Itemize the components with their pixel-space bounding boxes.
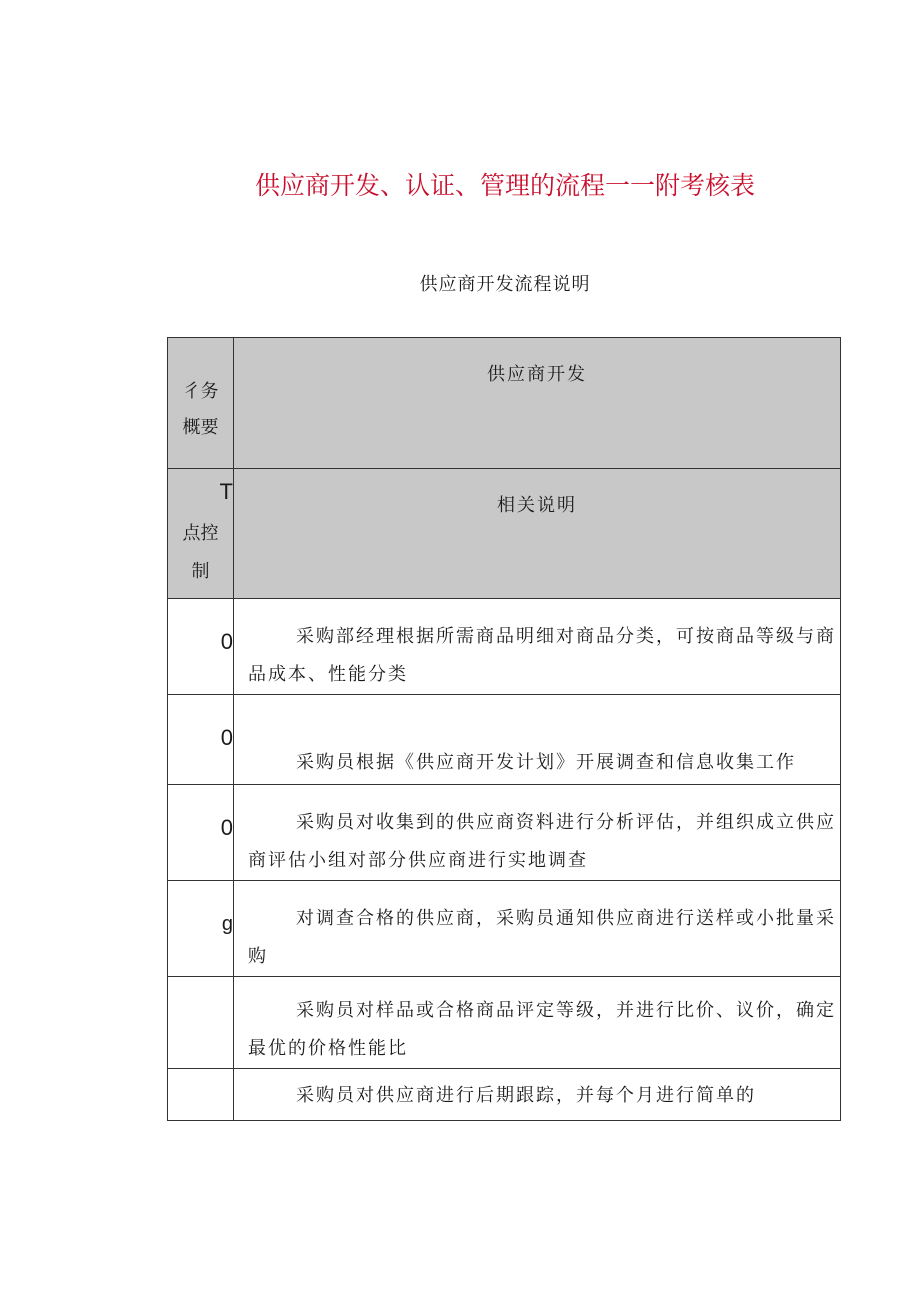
row-text: 采购部经理根据所需商品明细对商品分类，可按商品等级与商品成本、性能分类 <box>248 626 836 685</box>
table-row <box>168 695 841 785</box>
table-row <box>168 881 841 977</box>
row-text: 对调查合格的供应商，采购员通知供应商进行送样或小批量采购 <box>248 908 836 967</box>
description-heading: 相关说明 <box>497 495 577 516</box>
table-row <box>168 1069 841 1121</box>
row-text-cell <box>234 881 841 977</box>
row-text: 采购员根据《供应商开发计划》开展调查和信息收集工作 <box>296 752 796 773</box>
control-label: 制 <box>191 561 210 582</box>
row-mark-cell <box>168 977 234 1069</box>
table-row <box>168 977 841 1069</box>
table-row <box>168 599 841 695</box>
header-row-control <box>168 469 841 599</box>
header-cell-description <box>234 469 841 599</box>
task-label: 彳务 <box>182 381 219 402</box>
row-text: 采购员对样品或合格商品评定等级，并进行比价、议价，确定最优的价格性能比 <box>248 1000 836 1059</box>
header-row-overview <box>168 338 841 469</box>
row-text-cell <box>234 977 841 1069</box>
row-mark: 0 <box>220 815 233 840</box>
row-text-cell <box>234 785 841 881</box>
row-mark-cell <box>168 1069 234 1121</box>
row-text-cell <box>234 1069 841 1121</box>
process-table <box>167 337 841 1121</box>
control-mark: T <box>219 479 233 504</box>
row-mark-cell <box>168 785 234 881</box>
row-mark-cell <box>168 599 234 695</box>
header-cell-task-overview <box>168 338 234 469</box>
row-text-cell <box>234 695 841 785</box>
table-row <box>168 785 841 881</box>
overview-label: 概要 <box>182 417 219 438</box>
row-text-cell <box>234 599 841 695</box>
row-mark-cell <box>168 695 234 785</box>
row-mark-cell <box>168 881 234 977</box>
page-title: 供应商开发、认证、管理的流程一一附考核表 <box>254 171 755 200</box>
row-text: 采购员对收集到的供应商资料进行分析评估，并组织成立供应商评估小组对部分供应商进行实地调查 <box>248 812 836 871</box>
header-cell-control-point <box>168 469 234 599</box>
row-mark: g <box>221 913 233 935</box>
section-subtitle: 供应商开发流程说明 <box>419 274 591 295</box>
row-mark: 0 <box>220 725 233 750</box>
row-mark: 0 <box>220 629 233 654</box>
control-point-label: 点控 <box>182 523 219 544</box>
supplier-development-heading: 供应商开发 <box>487 364 587 385</box>
header-cell-supplier-development <box>234 338 841 469</box>
row-text: 采购员对供应商进行后期跟踪，并每个月进行简单的 <box>296 1085 756 1106</box>
